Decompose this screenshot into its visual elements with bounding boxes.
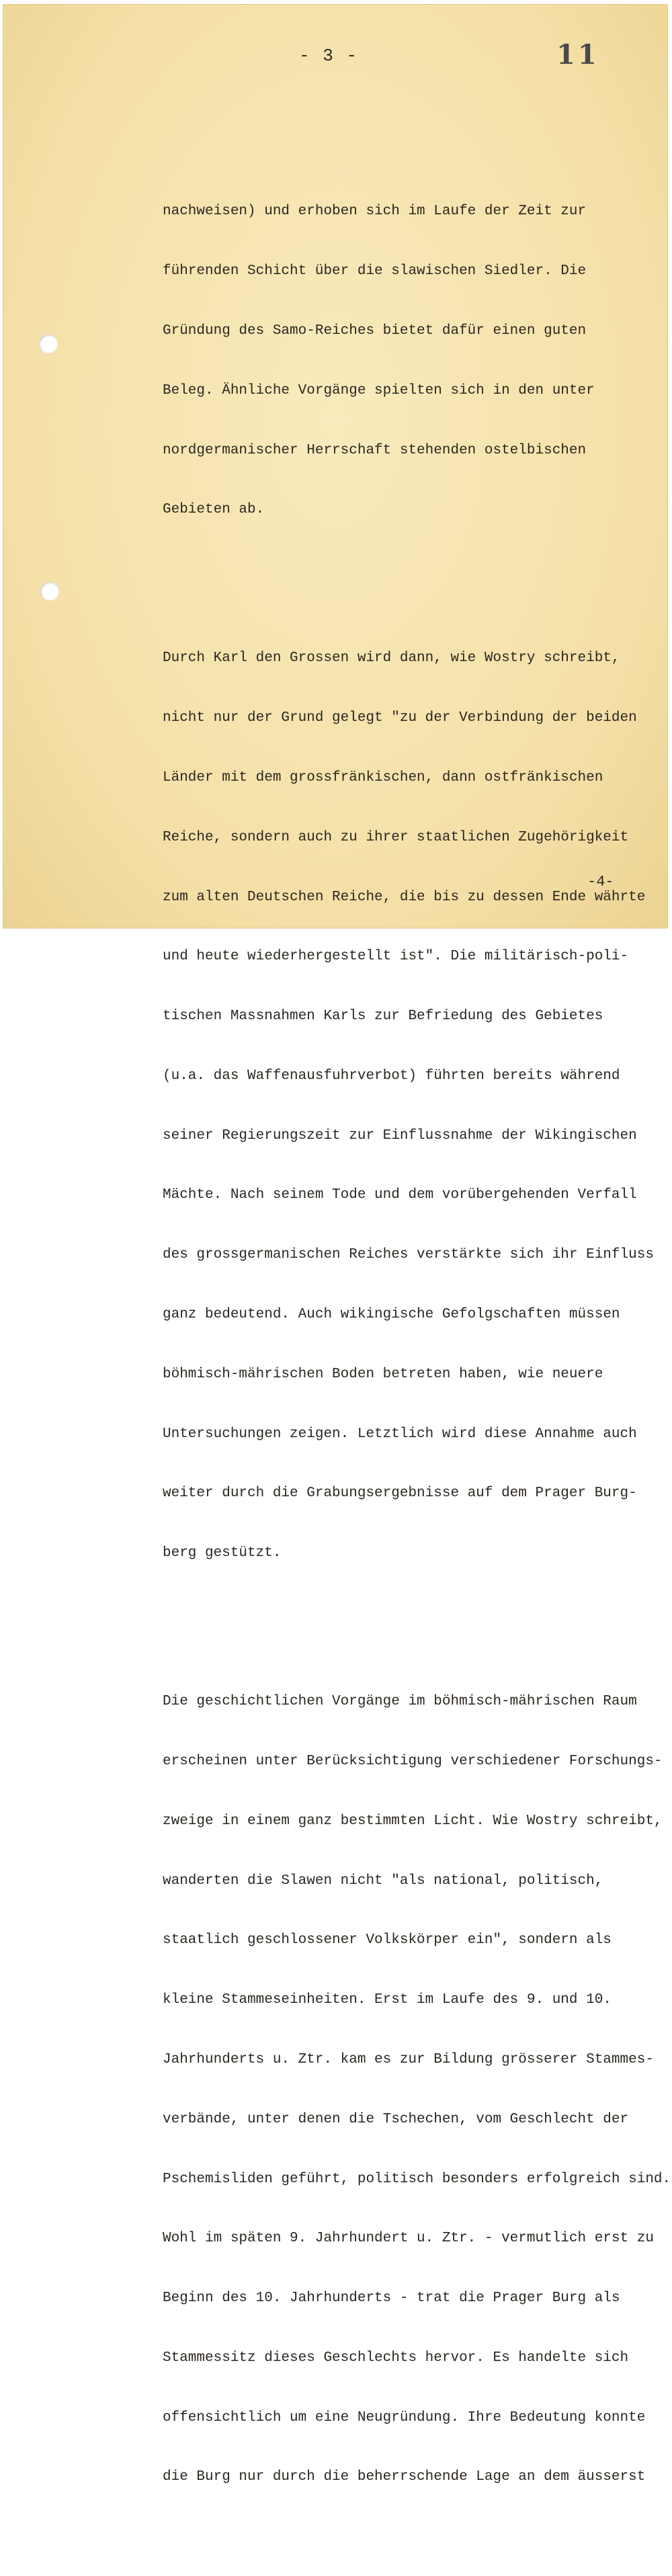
- text-line: weiter durch die Grabungsergebnisse auf dem Prager Burg-: [163, 1486, 637, 1502]
- text-line: Pschemisliden geführt, politisch besonders erfolgreich sind.: [163, 2171, 671, 2187]
- text-line: Mächte. Nach seinem Tode und dem vorübergehenden Verfall: [163, 1187, 637, 1203]
- text-line: Stammessitz dieses Geschlechts hervor. Es handelte sich: [163, 2350, 629, 2366]
- paragraph-3: [163, 1652, 671, 2527]
- body-text: [163, 122, 671, 2576]
- text-line: Beginn des 10. Jahrhunderts - trat die Prager Burg als: [163, 2290, 620, 2307]
- text-line: Durch Karl den Grossen wird dann, wie Wostry schreibt,: [163, 650, 620, 667]
- text-line: ganz bedeutend. Auch wikingische Gefolgschaften müssen: [163, 1307, 620, 1323]
- punch-hole: [40, 582, 59, 601]
- text-line: zum alten Deutschen Reiche, die bis zu dessen Ende währte: [163, 889, 646, 905]
- paragraph-2: [163, 609, 660, 1603]
- text-line: Reiche, sondern auch zu ihrer staatlichen Zugehörigkeit: [163, 829, 629, 845]
- text-line: zweige in einem ganz bestimmten Licht. Wie Wostry schreibt,: [163, 1813, 663, 1829]
- text-line: Beleg. Ähnliche Vorgänge spielten sich in den unter: [163, 382, 595, 398]
- text-line: Gründung des Samo-Reiches bietet dafür einen guten: [163, 323, 587, 339]
- text-line: führenden Schicht über die slawischen Siedler. Die: [163, 263, 587, 280]
- handwritten-folio-number: 11: [556, 39, 599, 71]
- text-line: berg gestützt.: [163, 1545, 282, 1561]
- paragraph-1: [163, 162, 660, 560]
- text-line: die Burg nur durch die beherrschende Lage an dem äusserst: [163, 2469, 646, 2485]
- text-line: und heute wiederhergestellt ist". Die militärisch-poli-: [163, 949, 629, 965]
- text-line: offensichtlich um eine Neugründung. Ihre Bedeutung konnte: [163, 2409, 646, 2425]
- text-line: Jahrhunderts u. Ztr. kam es zur Bildung grösserer Stammes-: [163, 2052, 654, 2067]
- page-number-header: - 3 -: [298, 46, 358, 66]
- text-line: erscheinen unter Berücksichtigung verschiedener Forschungs-: [163, 1754, 663, 1770]
- text-line: nachweisen) und erhoben sich im Laufe der Zeit zur: [163, 204, 587, 220]
- text-line: Die geschichtlichen Vorgänge im böhmisch-mährischen Raum: [163, 1694, 637, 1710]
- text-line: Länder mit dem grossfränkischen, dann ostfränkischen: [163, 770, 603, 785]
- next-page-marker: -4-: [587, 873, 614, 890]
- text-line: Untersuchungen zeigen. Letztlich wird diese Annahme auch: [163, 1426, 637, 1442]
- text-line: staatlich geschlossener Volkskörper ein", sondern als: [163, 1932, 612, 1948]
- text-line: Gebieten ab.: [163, 502, 265, 518]
- text-line: verbände, unter denen die Tschechen, vom Geschlecht der: [163, 2111, 629, 2127]
- text-line: wanderten die Slawen nicht "als national, politisch,: [163, 1873, 603, 1889]
- text-line: Wohl im späten 9. Jahrhundert u. Ztr. - vermutlich erst zu: [163, 2231, 654, 2247]
- text-line: böhmisch-mährischen Boden betreten haben, wie neuere: [163, 1366, 603, 1382]
- text-line: nicht nur der Grund gelegt "zu der Verbindung der beiden: [163, 710, 637, 726]
- text-line: (u.a. das Waffenausfuhrverbot) führten bereits während: [163, 1068, 620, 1084]
- text-line: kleine Stammeseinheiten. Erst im Laufe des 9. und 10.: [163, 1992, 612, 2008]
- text-line: tischen Massnahmen Karls zur Befriedung des Gebietes: [163, 1008, 603, 1025]
- text-line: seiner Regierungszeit zur Einflussnahme der Wikingischen: [163, 1127, 637, 1144]
- text-line: des grossgermanischen Reiches verstärkte sich ihr Einfluss: [163, 1247, 654, 1263]
- text-line: nordgermanischer Herrschaft stehenden ostelbischen: [163, 442, 587, 458]
- punch-hole: [39, 335, 58, 353]
- document-page: [3, 4, 671, 2485]
